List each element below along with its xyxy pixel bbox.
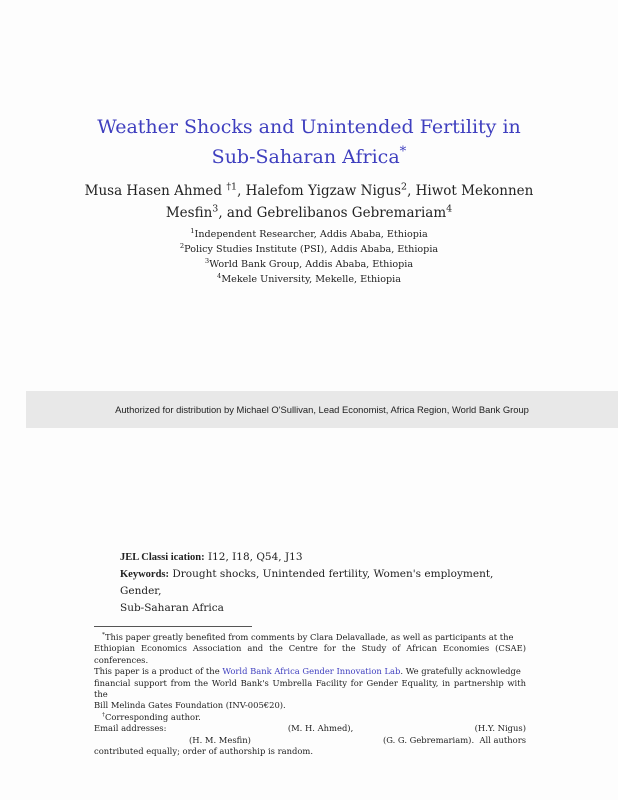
ack-line-2: Ethiopian Economics Association and the Centre for the Study of African Economies (CSAE) conferences.: [94, 643, 526, 665]
distribution-banner: [26, 391, 618, 428]
footnote-rule: [94, 626, 252, 627]
affiliation-2-text: Policy Studies Institute (PSI), Addis Ababa, Ethiopia: [184, 244, 439, 255]
email-nigus: (H.Y. Nigus): [474, 723, 526, 734]
email-row-2: [94, 735, 526, 746]
ack-line-3: [94, 666, 526, 677]
email-row-2-tail: [383, 735, 526, 746]
jel-keywords-block: [120, 549, 520, 617]
keywords-line-1: Drought shocks, Unintended fertility, Women's employment, Gender,: [120, 568, 494, 597]
author-line-1: Musa Hasen Ahmed $^{\dagger 1}$, Halefom Yigzaw Nigus$^2$, Hiwot Mekonnen: [84, 181, 534, 199]
author-conjunction: , and: [218, 205, 253, 221]
author-3-part1: Hiwot Mekonnen: [415, 183, 534, 199]
affiliation-4-num: 4: [217, 271, 222, 280]
affiliation-2-num: 2: [179, 241, 185, 250]
affiliation-1-text: Independent Researcher, Addis Ababa, Ethiopia: [194, 229, 428, 240]
affiliations: [0, 227, 618, 287]
distribution-banner-text: Authorized for distribution by Michael O'Sullivan, Lead Economist, Africa Region, World Bank Group: [115, 404, 529, 415]
affiliation-3-text: World Bank Group, Addis Ababa, Ethiopia: [209, 259, 414, 270]
ack-line-4: financial support from the World Bank's Umbrella Facility for Gender Equality, in partnership with the: [94, 677, 526, 700]
keywords-label: Keywords:: [120, 569, 169, 580]
author-3-mark: 3: [212, 203, 219, 215]
affiliation-1: [0, 227, 618, 242]
footnotes: [94, 632, 526, 757]
title-line-2-text: Sub-Saharan Africa: [211, 146, 400, 168]
email-mesfin: (H. M. Mesfin): [189, 734, 251, 745]
author-2: Halefom Yigzaw Nigus: [245, 183, 402, 199]
title-footnote-mark: *: [399, 144, 407, 160]
ack-line-3-post: . We gratefully acknowledge: [400, 666, 521, 677]
author-1: Musa Hasen Ahmed: [84, 183, 223, 199]
keywords: [120, 566, 520, 600]
corresponding-note: [94, 712, 526, 723]
ack-mark: *: [102, 632, 105, 639]
email-row-1: [94, 723, 526, 734]
gender-lab-link[interactable]: World Bank Africa Gender Innovation Lab: [222, 666, 401, 677]
author-3-part2: Mesfin: [165, 205, 213, 221]
affiliation-4-text: Mekele University, Mekelle, Ethiopia: [221, 274, 401, 285]
corresponding-mark: †: [102, 712, 105, 719]
author-4-mark: 4: [446, 203, 453, 215]
corresponding-text: Corresponding author.: [104, 711, 201, 722]
jel-label: JEL Classi ication:: [120, 552, 205, 563]
author-list: [0, 180, 618, 224]
paper-title: [0, 112, 618, 172]
email-ahmed: (M. H. Ahmed),: [287, 723, 354, 734]
title-line-2: [0, 142, 618, 172]
email-gebremariam: (G. G. Gebremariam).: [382, 734, 475, 745]
author-4: Gebrelibanos Gebremariam: [256, 205, 447, 221]
ack-line-1: [94, 632, 526, 643]
keywords-line-2: Sub-Saharan Africa: [120, 602, 224, 614]
email-last-line: contributed equally; order of authorship is random.: [94, 746, 314, 757]
affiliation-2: [0, 242, 618, 257]
jel-codes: I12, I18, Q54, J13: [207, 551, 303, 563]
jel-classification: [120, 549, 520, 566]
affiliation-3: [0, 257, 618, 272]
email-label: Email addresses:: [94, 723, 167, 734]
ack-line-1-text: This paper greatly benefited from comments by Clara Delavallade, as well as participants at the: [104, 632, 514, 642]
ack-line-3-pre: This paper is a product of the: [94, 666, 220, 677]
affiliation-4: [0, 272, 618, 287]
title-line-1: Weather Shocks and Unintended Fertility in: [97, 116, 521, 138]
author-1-mark: †1: [226, 181, 238, 193]
affiliation-1-num: 1: [190, 226, 195, 235]
affiliation-3-num: 3: [204, 256, 210, 265]
ack-line-5: Bill Melinda Gates Foundation (INV-005€20).: [94, 700, 286, 711]
email-tail: All authors: [479, 734, 526, 745]
author-2-mark: 2: [401, 181, 408, 193]
author-line-2: [0, 202, 618, 224]
